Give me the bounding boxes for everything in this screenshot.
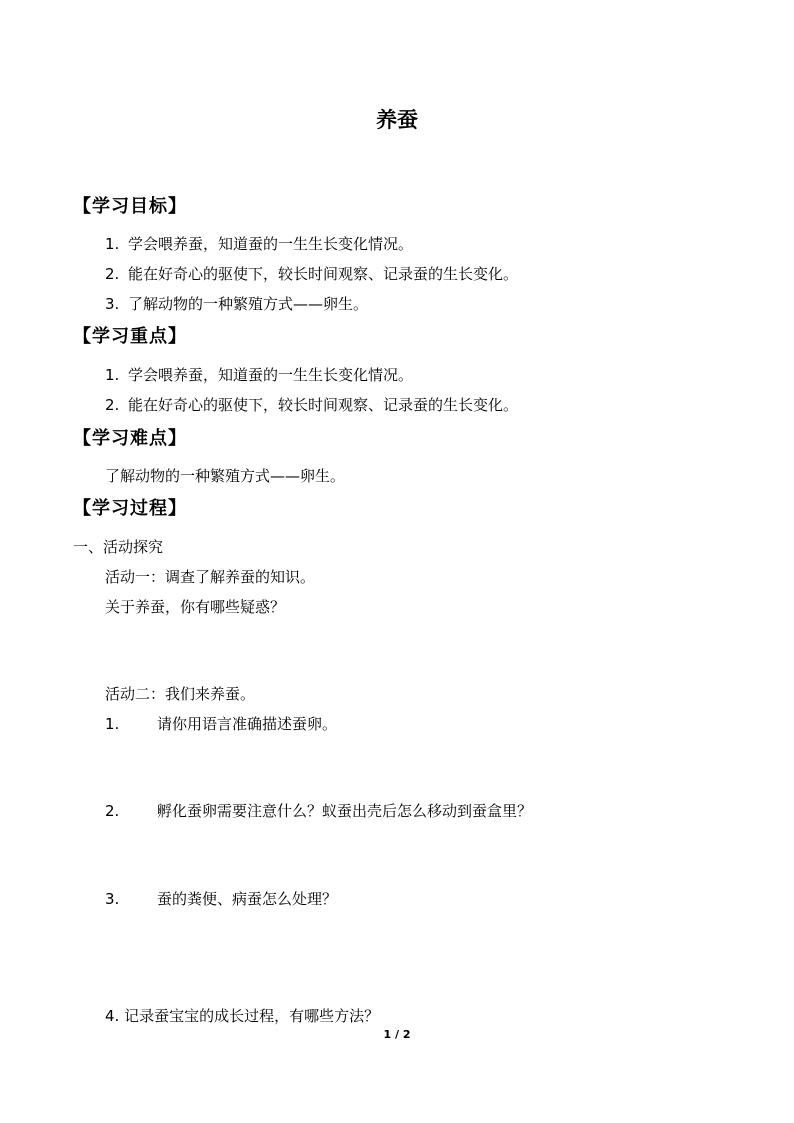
question-text: 孵化蚕卵需要注意什么？蚁蚕出壳后怎么移动到蚕盒里？ bbox=[157, 802, 533, 820]
question-text: 请你用语言准确描述蚕卵。 bbox=[157, 715, 338, 733]
objective-number: 3. bbox=[105, 295, 120, 313]
page-number: 1 / 2 bbox=[383, 1028, 411, 1041]
activity-question bbox=[105, 800, 532, 821]
question-number: 1. bbox=[105, 715, 120, 733]
process-part-title: 一、活动探究 bbox=[73, 538, 164, 556]
focus-item bbox=[105, 364, 413, 385]
objective-text: 学会喂养蚕，知道蚕的一生生长变化情况。 bbox=[128, 235, 414, 253]
focus-item bbox=[105, 394, 518, 415]
focus-text: 能在好奇心的驱使下，较长时间观察、记录蚕的生长变化。 bbox=[128, 396, 519, 414]
activity-one-question: 关于养蚕，你有哪些疑惑？ bbox=[105, 598, 286, 616]
focus-number: 1. bbox=[105, 366, 120, 384]
document-title: 养蚕 bbox=[376, 107, 418, 132]
activity-one: 活动一：调查了解养蚕的知识。 bbox=[105, 568, 316, 586]
activity-question-four: 4. 记录蚕宝宝的成长过程，有哪些方法？ bbox=[105, 1007, 380, 1025]
process-heading: 【学习过程】 bbox=[73, 498, 187, 519]
activity-question bbox=[105, 713, 337, 734]
question-number: 2. bbox=[105, 802, 120, 820]
objective-number: 1. bbox=[105, 235, 120, 253]
focus-heading: 【学习重点】 bbox=[73, 326, 187, 347]
objective-number: 2. bbox=[105, 265, 120, 283]
objective-text: 能在好奇心的驱使下，较长时间观察、记录蚕的生长变化。 bbox=[128, 265, 519, 283]
question-number: 3. bbox=[105, 890, 120, 908]
objectives-heading: 【学习目标】 bbox=[73, 196, 187, 217]
objective-item bbox=[105, 293, 368, 314]
objective-text: 了解动物的一种繁殖方式——卵生。 bbox=[128, 295, 369, 313]
activity-question bbox=[105, 888, 337, 909]
difficulty-heading: 【学习难点】 bbox=[73, 428, 187, 449]
question-text: 蚕的粪便、病蚕怎么处理？ bbox=[157, 890, 338, 908]
objective-item bbox=[105, 233, 413, 254]
difficulty-text: 了解动物的一种繁殖方式——卵生。 bbox=[105, 467, 346, 485]
focus-text: 学会喂养蚕，知道蚕的一生生长变化情况。 bbox=[128, 366, 414, 384]
objective-item bbox=[105, 263, 518, 284]
activity-two: 活动二：我们来养蚕。 bbox=[105, 685, 256, 703]
focus-number: 2. bbox=[105, 396, 120, 414]
